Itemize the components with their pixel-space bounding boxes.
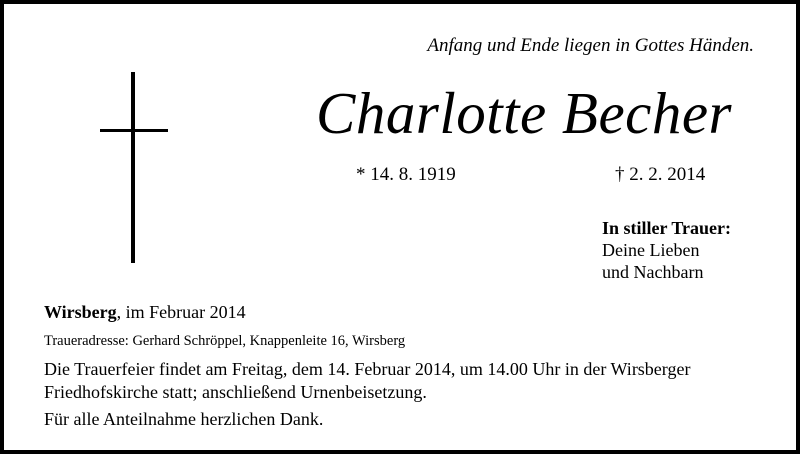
death-date: † 2. 2. 2014 [615, 164, 706, 185]
mourning-address: Traueradresse: Gerhard Schröppel, Knappenleite 16, Wirsberg [44, 333, 406, 349]
birth-date: * 14. 8. 1919 [356, 164, 456, 185]
deceased-name: Charlotte Becher [316, 80, 732, 146]
dateline [44, 302, 246, 323]
dateline-place: Wirsberg [44, 302, 117, 322]
mourners-line-1: Deine Lieben [602, 240, 700, 260]
dateline-date: , im Februar 2014 [116, 302, 246, 322]
mourners-heading: In stiller Trauer: [602, 218, 731, 238]
cross-horizontal-bar [100, 129, 168, 132]
mourners-block [602, 217, 731, 283]
service-line-1: Die Trauerfeier findet am Freitag, dem 14. Februar 2014, um 14.00 Uhr in der Wirsberger [44, 359, 691, 379]
cross-vertical-bar [131, 72, 135, 263]
motto: Anfang und Ende liegen in Gottes Händen. [427, 35, 754, 56]
mourners-line-2: und Nachbarn [602, 262, 704, 282]
thanks-line: Für alle Anteilnahme herzlichen Dank. [44, 409, 324, 429]
funeral-service-info [44, 358, 764, 404]
service-line-2: Friedhofskirche statt; anschließend Urnenbeisetzung. [44, 382, 427, 402]
